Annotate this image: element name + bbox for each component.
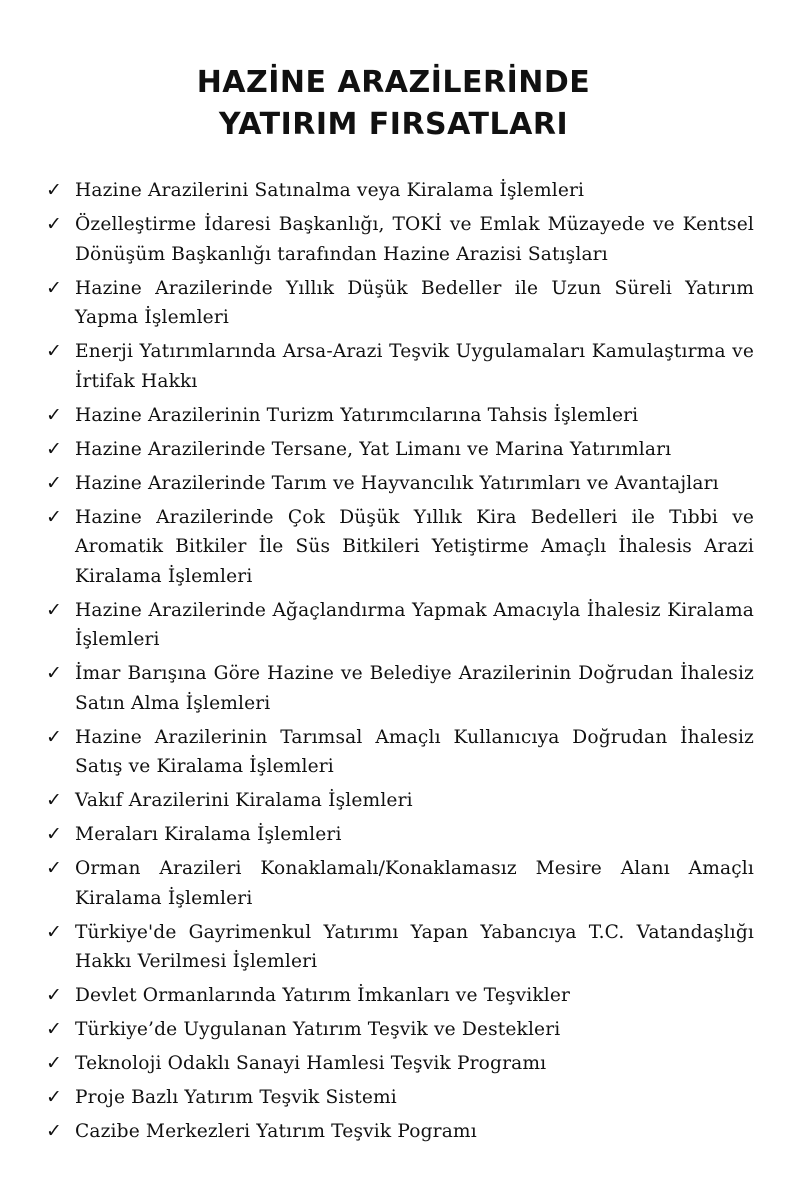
list-item bbox=[46, 1049, 754, 1079]
list-item-text: Cazibe Merkezleri Yatırım Teşvik Pogramı bbox=[75, 1121, 477, 1142]
check-icon: ✓ bbox=[46, 1086, 63, 1108]
check-icon: ✓ bbox=[46, 340, 63, 362]
check-icon: ✓ bbox=[46, 213, 63, 235]
check-icon: ✓ bbox=[46, 789, 63, 811]
list-item-text: Meraları Kiralama İşlemleri bbox=[75, 824, 342, 845]
list-item bbox=[46, 274, 754, 333]
title-line-2: YATIRIM FIRSATLARI bbox=[218, 107, 569, 142]
list-item-text: Enerji Yatırımlarında Arsa-Arazi Teşvik Uygulamaları Kamulaştırma ve İrtifak Hakkı bbox=[75, 341, 754, 392]
check-icon: ✓ bbox=[46, 662, 63, 684]
list-item bbox=[46, 210, 754, 269]
check-icon: ✓ bbox=[46, 1052, 63, 1074]
list-item-text: Hazine Arazilerini Satınalma veya Kiralama İşlemleri bbox=[75, 180, 585, 201]
list-item-text: Hazine Arazilerinde Ağaçlandırma Yapmak Amacıyla İhalesiz Kiralama İşlemleri bbox=[75, 599, 754, 650]
list-item-text: Hazine Arazilerinde Çok Düşük Yıllık Kira Bedelleri ile Tıbbi ve Aromatik Bitkiler İle Süs Bitkileri Yetiştirme Amaçlı İhalesis Arazi Kiralama İşlemleri bbox=[75, 506, 754, 587]
list-item-text: Devlet Ormanlarında Yatırım İmkanları ve Teşvikler bbox=[75, 985, 571, 1006]
list-item bbox=[46, 820, 754, 850]
list-item-text: Vakıf Arazilerini Kiralama İşlemleri bbox=[75, 790, 413, 811]
list-item-text: Hazine Arazilerinde Yıllık Düşük Bedeller ile Uzun Süreli Yatırım Yapma İşlemleri bbox=[75, 277, 754, 328]
list-item bbox=[46, 723, 754, 782]
list-item bbox=[46, 659, 754, 718]
list-item bbox=[46, 1117, 754, 1147]
list-item-text: İmar Barışına Göre Hazine ve Belediye Arazilerinin Doğrudan İhalesiz Satın Alma İşlemleri bbox=[75, 663, 754, 714]
list-item-text: Orman Arazileri Konaklamalı/Konaklamasız Mesire Alanı Amaçlı Kiralama İşlemleri bbox=[75, 858, 754, 909]
list-item bbox=[46, 176, 754, 206]
check-icon: ✓ bbox=[46, 1018, 63, 1040]
check-icon: ✓ bbox=[46, 823, 63, 845]
list-item bbox=[46, 596, 754, 655]
opportunity-list bbox=[46, 176, 754, 1151]
page-title bbox=[0, 62, 787, 146]
list-item-text: Teknoloji Odaklı Sanayi Hamlesi Teşvik Programı bbox=[75, 1053, 547, 1074]
list-item-text: Hazine Arazilerinin Turizm Yatırımcılarına Tahsis İşlemleri bbox=[75, 404, 639, 426]
list-item bbox=[46, 401, 754, 431]
check-icon: ✓ bbox=[46, 403, 63, 426]
list-item-text: Özelleştirme İdaresi Başkanlığı, TOKİ ve Emlak Müzayede ve Kentsel Dönüşüm Başkanlığı tarafından Hazine Arazisi Satışları bbox=[75, 214, 754, 265]
list-item bbox=[46, 981, 754, 1011]
list-item bbox=[46, 469, 754, 499]
list-item-text: Proje Bazlı Yatırım Teşvik Sistemi bbox=[75, 1087, 397, 1108]
list-item bbox=[46, 918, 754, 977]
check-icon: ✓ bbox=[46, 437, 63, 460]
title-line-1: HAZİNE ARAZİLERİNDE bbox=[196, 65, 591, 100]
check-icon: ✓ bbox=[46, 471, 63, 494]
check-icon: ✓ bbox=[46, 505, 63, 528]
list-item bbox=[46, 337, 754, 396]
check-icon: ✓ bbox=[46, 276, 63, 299]
check-icon: ✓ bbox=[46, 179, 63, 201]
list-item-text: Hazine Arazilerinde Tersane, Yat Limanı ve Marina Yatırımları bbox=[75, 438, 672, 460]
check-icon: ✓ bbox=[46, 725, 63, 748]
list-item bbox=[46, 435, 754, 465]
list-item-text: Hazine Arazilerinin Tarımsal Amaçlı Kullanıcıya Doğrudan İhalesiz Satış ve Kiralama İşlemleri bbox=[75, 726, 754, 777]
list-item-text: Türkiye'de Gayrimenkul Yatırımı Yapan Yabancıya T.C. Vatandaşlığı Hakkı Verilmesi İşlemleri bbox=[75, 921, 754, 972]
check-icon: ✓ bbox=[46, 984, 63, 1006]
check-icon: ✓ bbox=[46, 920, 63, 943]
check-icon: ✓ bbox=[46, 598, 63, 621]
check-icon: ✓ bbox=[46, 857, 63, 879]
list-item bbox=[46, 786, 754, 816]
list-item bbox=[46, 1015, 754, 1045]
list-item-text: Hazine Arazilerinde Tarım ve Hayvancılık Yatırımları ve Avantajları bbox=[75, 472, 719, 494]
list-item bbox=[46, 854, 754, 913]
list-item bbox=[46, 1083, 754, 1113]
list-item bbox=[46, 503, 754, 592]
check-icon: ✓ bbox=[46, 1120, 63, 1142]
list-item-text: Türkiye’de Uygulanan Yatırım Teşvik ve Destekleri bbox=[75, 1019, 561, 1040]
